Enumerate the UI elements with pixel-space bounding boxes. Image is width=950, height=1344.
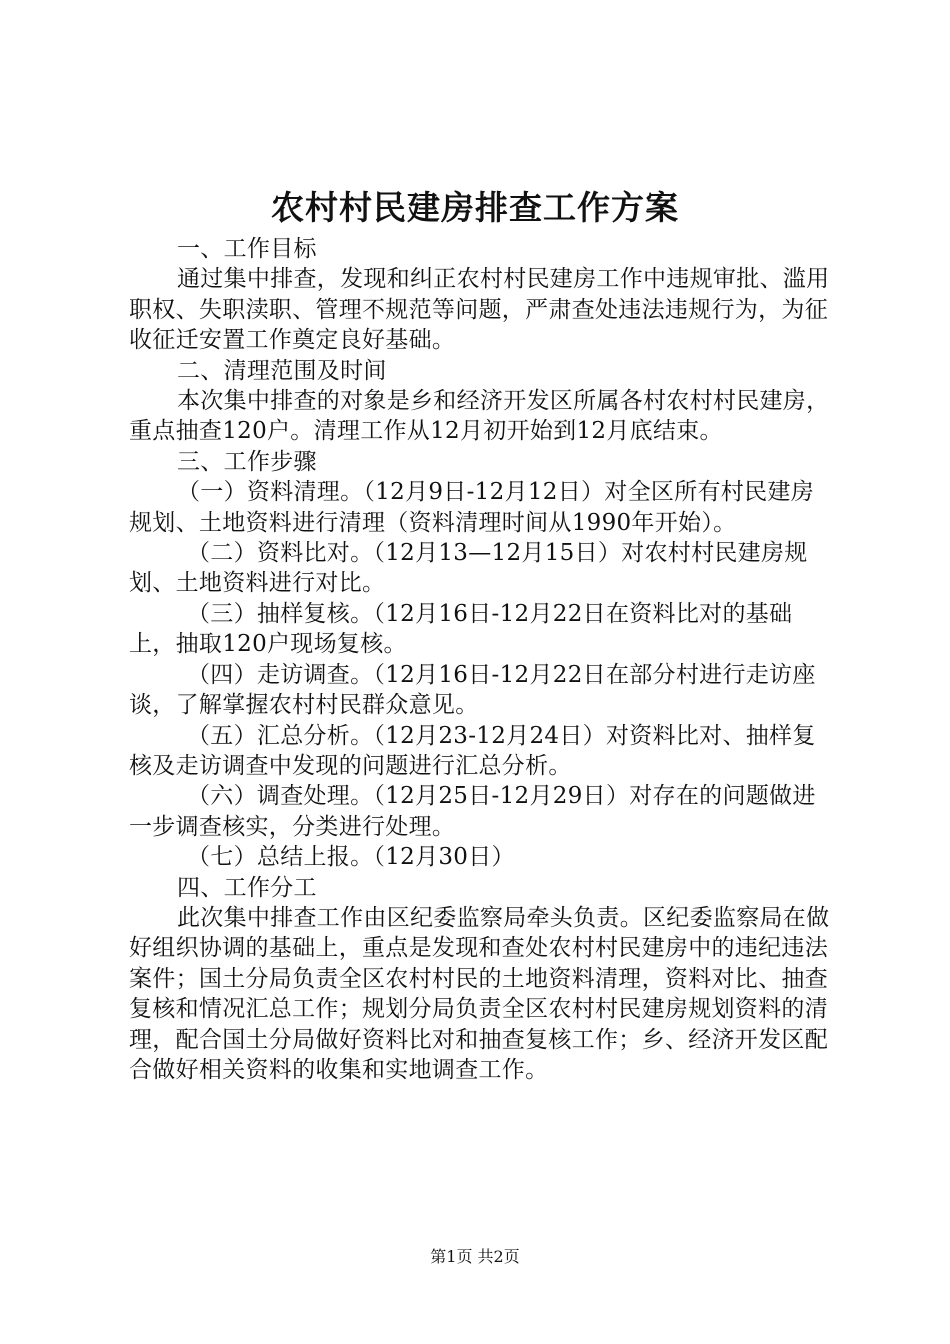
step-item-7: （七）总结上报。（12月30日）	[187, 844, 515, 871]
paragraph-goals: 通过集中排查，发现和纠正农村村民建房工作中违规审批、滥用职权、失职渎职、管理不规范等问题，严肃查处违法违规行为，为征收征迁安置工作奠定良好基础。	[129, 266, 830, 354]
paragraph-division: 此次集中排查工作由区纪委监察局牵头负责。区纪委监察局在做好组织协调的基础上，重点是发现和查处农村村民建房中的违纪违法案件；国土分局负责全区农村村民的土地资料清理，资料对比、抽查复核和情况汇总工作；规划分局负责全区农村村民建房规划资料的清理，配合国土分局做好资料比对和抽查复核工作；乡、经济开发区配合做好相关资料的收集和实地调查工作。	[129, 904, 830, 1083]
step-item-5: （五）汇总分析。（12月23-12月24日）对资料比对、抽样复核及走访调查中发现的问题进行汇总分析。	[129, 722, 816, 779]
section-heading-steps: 三、工作步骤	[177, 448, 317, 475]
section-heading-scope: 二、清理范围及时间	[177, 357, 387, 384]
step-item-4: （四）走访调查。（12月16日-12月22日在部分村进行走访座谈，了解掌握农村村民群众意见。	[129, 661, 816, 719]
page-footer: 第1页 共2页	[430, 1247, 520, 1266]
step-item-6: （六）调查处理。（12月25日-12月29日）对存在的问题做进一步调查核实，分类进行处理。	[129, 783, 816, 840]
step-item-1: （一）资料清理。（12月9日-12月12日）对全区所有村民建房规划、土地资料进行清理（资料清理时间从1990年开始）。	[129, 479, 815, 536]
step-item-2: （二）资料比对。（12月13—12月15日）对农村村民建房规划、土地资料进行对比。	[129, 540, 808, 597]
document-body	[129, 234, 833, 1085]
paragraph-scope: 本次集中排查的对象是乡和经济开发区所属各村农村村民建房，重点抽查120户。清理工作从12月初开始到12月底结束。	[129, 388, 830, 445]
section-heading-division: 四、工作分工	[177, 874, 317, 901]
document-title: 农村村民建房排查工作方案	[271, 188, 679, 227]
step-item-3: （三）抽样复核。（12月16日-12月22日在资料比对的基础上，抽取120户现场复核。	[129, 600, 793, 658]
section-heading-goals: 一、工作目标	[177, 236, 317, 262]
